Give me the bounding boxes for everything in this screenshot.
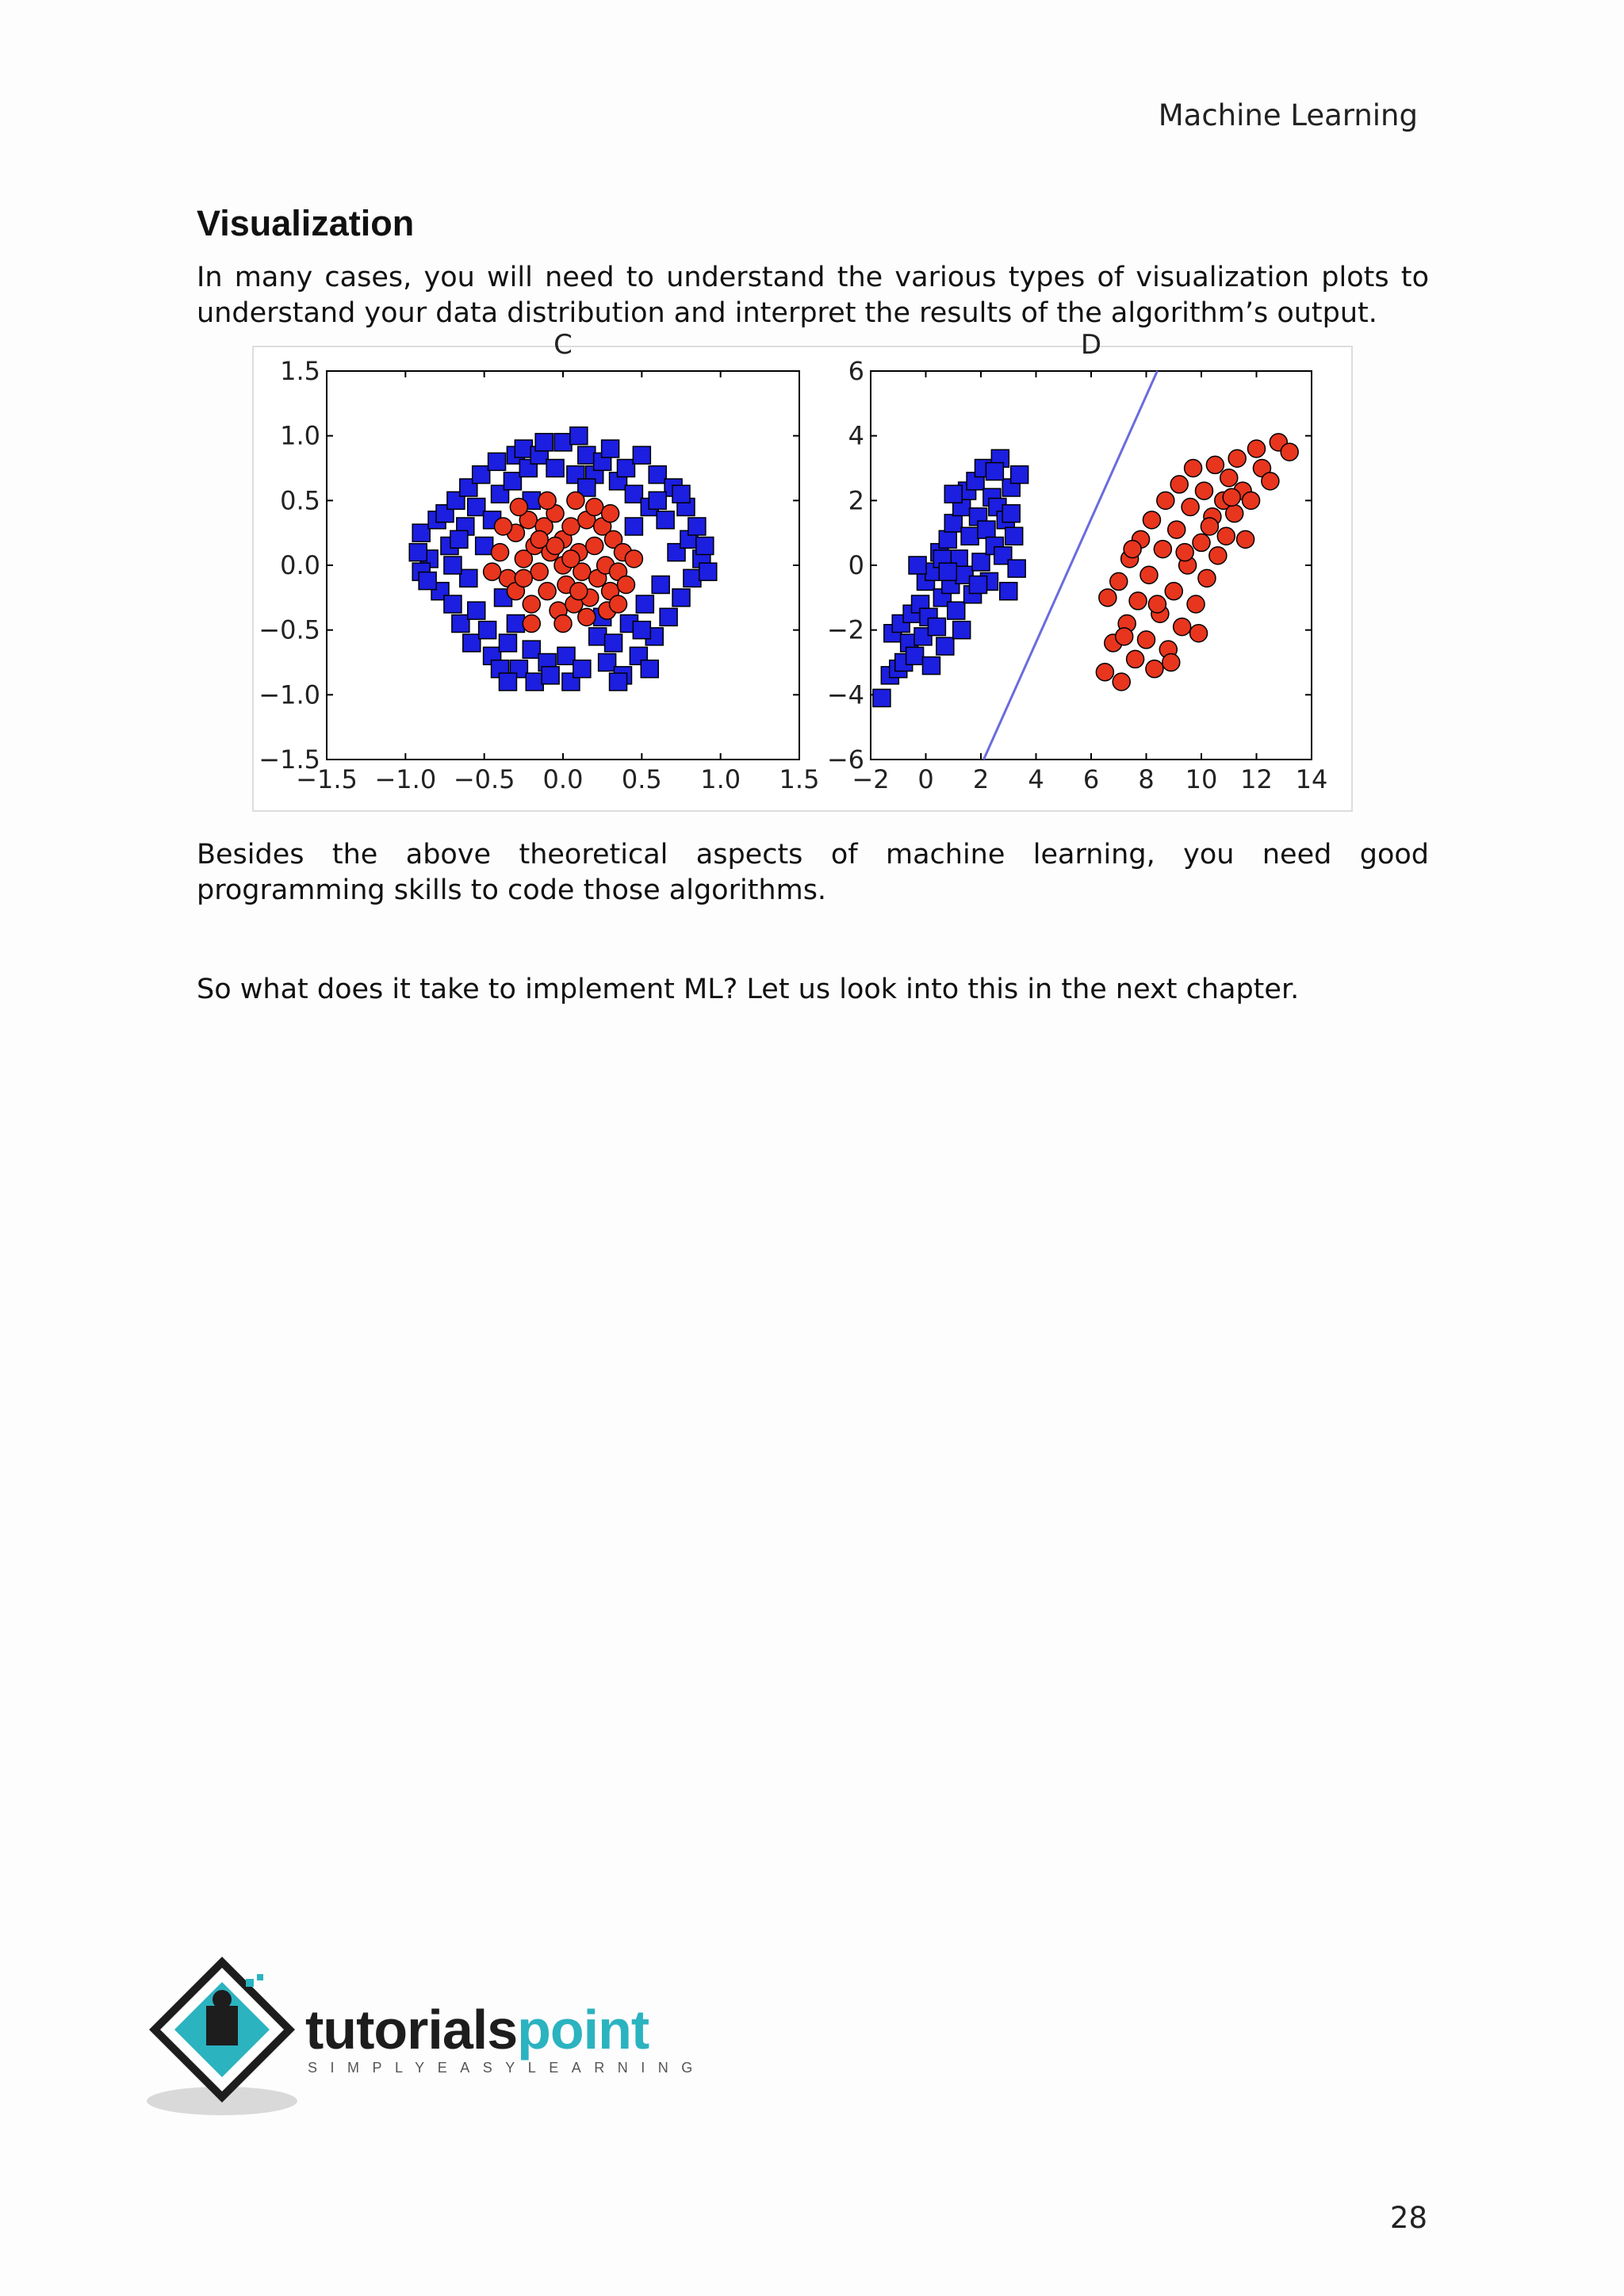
data-point-circle	[1195, 482, 1212, 499]
data-point-circle	[1176, 544, 1193, 561]
x-tick-label: 0	[917, 764, 934, 794]
y-tick-label: 0	[848, 550, 864, 580]
data-point-circle	[546, 538, 564, 555]
data-point-circle	[1281, 443, 1298, 461]
data-point-square	[488, 453, 506, 470]
data-point-circle	[1099, 589, 1116, 607]
data-point-circle	[530, 563, 548, 580]
x-tick-label: 2	[972, 764, 990, 794]
data-point-square	[452, 615, 469, 633]
data-point-square	[953, 622, 971, 639]
x-tick-label: −0.5	[453, 764, 515, 794]
x-tick-label: −1.0	[374, 764, 437, 794]
data-point-circle	[1140, 566, 1158, 584]
y-tick-label: −2	[826, 614, 864, 645]
data-point-circle	[610, 595, 627, 613]
data-point-square	[688, 518, 706, 535]
data-point-circle	[1243, 492, 1260, 509]
y-tick-label: 2	[848, 485, 864, 516]
data-point-square	[922, 657, 940, 675]
data-point-square	[542, 667, 559, 684]
panel-label-d: D	[1080, 329, 1102, 361]
data-point-square	[468, 499, 485, 516]
data-point-square	[504, 473, 521, 490]
data-point-square	[948, 602, 965, 619]
data-point-square	[599, 654, 616, 672]
data-point-circle	[1113, 673, 1130, 691]
data-point-square	[939, 563, 956, 580]
data-point-circle	[1174, 618, 1191, 636]
data-point-circle	[1223, 488, 1240, 506]
section-title: Visualization	[197, 203, 415, 243]
data-point-square	[978, 521, 995, 538]
data-point-circle	[1165, 583, 1182, 600]
data-point-circle	[523, 615, 540, 633]
data-point-square	[473, 466, 490, 484]
logo-word-point: point	[517, 1999, 649, 2061]
panel-label-c: C	[553, 329, 573, 361]
data-point-square	[499, 634, 516, 652]
data-point-square	[554, 434, 572, 451]
x-tick-label: −1.5	[296, 764, 358, 794]
data-point-circle	[1248, 440, 1266, 457]
page-number: 28	[1389, 2201, 1427, 2235]
data-point-square	[936, 637, 954, 655]
data-point-square	[589, 628, 607, 645]
data-point-circle	[1185, 460, 1202, 477]
data-point-circle	[1237, 530, 1254, 548]
data-point-square	[535, 434, 553, 451]
data-point-square	[684, 569, 701, 587]
data-point-circle	[570, 583, 588, 600]
x-tick-label: 0.5	[621, 764, 662, 794]
y-tick-label: 1.5	[280, 356, 320, 386]
data-point-square	[1008, 560, 1025, 577]
data-point-square	[546, 460, 564, 477]
data-point-circle	[554, 615, 572, 633]
paragraph-programming: Besides the above theoretical aspects of machine learning, you need good programming skills to code those algorithms.	[197, 839, 1429, 906]
data-point-square	[610, 673, 627, 691]
visualization-figure	[252, 329, 1353, 812]
y-tick-label: −0.5	[259, 614, 320, 645]
data-point-square	[672, 589, 690, 607]
data-point-square	[444, 557, 462, 574]
data-point-circle	[1201, 518, 1218, 535]
data-point-square	[625, 518, 642, 535]
data-point-square	[696, 538, 714, 555]
data-point-circle	[523, 595, 540, 613]
data-point-circle	[1228, 450, 1246, 467]
data-point-circle	[1129, 592, 1147, 610]
paragraph-intro: In many cases, you will need to understand the various types of visualization plots to understand your data distribution and interpret the results of the algorithm’s output.	[197, 262, 1429, 329]
data-point-circle	[586, 499, 603, 516]
data-point-square	[412, 524, 430, 541]
data-point-square	[660, 608, 677, 626]
logo-wordmark	[305, 1998, 649, 2061]
data-point-square	[970, 576, 987, 594]
data-point-square	[972, 553, 990, 571]
data-point-square	[1011, 466, 1028, 484]
data-point-square	[468, 602, 485, 619]
y-tick-label: −1.0	[259, 679, 320, 710]
data-point-square	[479, 622, 496, 639]
data-point-square	[657, 511, 674, 529]
data-point-circle	[538, 583, 556, 600]
data-point-square	[507, 615, 524, 633]
x-tick-label: 1.5	[779, 764, 820, 794]
data-point-square	[515, 440, 532, 457]
data-point-circle	[1127, 650, 1144, 668]
y-tick-label: 4	[848, 420, 864, 451]
data-point-circle	[1157, 492, 1174, 509]
data-point-square	[1002, 505, 1020, 522]
data-point-circle	[562, 518, 580, 535]
data-point-circle	[1193, 534, 1210, 551]
running-header: Machine Learning	[1158, 98, 1418, 132]
data-point-square	[602, 440, 619, 457]
data-point-circle	[1220, 469, 1238, 487]
x-tick-label: 1.0	[700, 764, 741, 794]
data-point-square	[460, 569, 477, 587]
data-point-square	[526, 673, 543, 691]
data-point-circle	[1146, 660, 1163, 678]
data-point-square	[906, 647, 924, 664]
data-point-circle	[1143, 511, 1160, 529]
data-point-circle	[1182, 499, 1199, 516]
data-point-square	[499, 673, 516, 691]
data-point-square	[649, 466, 666, 484]
data-point-circle	[515, 569, 532, 587]
y-tick-label: 1.0	[280, 420, 320, 451]
data-point-circle	[586, 538, 603, 555]
data-point-square	[939, 530, 956, 548]
data-point-square	[633, 446, 650, 464]
data-point-circle	[495, 518, 512, 535]
data-point-circle	[1116, 628, 1133, 645]
data-point-circle	[1110, 572, 1128, 590]
data-point-circle	[1206, 456, 1224, 473]
data-point-square	[1005, 527, 1023, 545]
data-point-circle	[510, 499, 527, 516]
data-point-square	[944, 515, 962, 532]
x-tick-label: 0.0	[542, 764, 584, 794]
data-point-circle	[617, 576, 634, 594]
data-point-circle	[1162, 654, 1180, 672]
data-point-circle	[530, 530, 548, 548]
data-point-square	[944, 485, 962, 503]
y-tick-label: 0.0	[280, 550, 320, 580]
x-tick-label: 14	[1295, 764, 1328, 794]
data-point-square	[570, 427, 588, 445]
data-point-circle	[1190, 625, 1208, 642]
data-point-square	[649, 492, 666, 509]
data-point-circle	[492, 544, 509, 561]
data-point-circle	[1262, 473, 1279, 490]
data-point-circle	[562, 550, 580, 568]
data-point-circle	[484, 563, 501, 580]
data-point-square	[557, 647, 575, 664]
data-point-square	[873, 689, 891, 706]
data-point-square	[450, 530, 468, 548]
data-point-square	[476, 538, 493, 555]
data-point-circle	[625, 550, 642, 568]
data-point-square	[652, 576, 669, 594]
data-point-square	[641, 660, 658, 678]
logo-diamond-icon	[143, 1950, 309, 2125]
data-point-circle	[1096, 664, 1113, 681]
data-point-circle	[1217, 527, 1235, 545]
x-tick-label: 8	[1138, 764, 1155, 794]
tutorialspoint-logo	[143, 1950, 706, 2125]
data-point-circle	[578, 608, 596, 626]
data-point-square	[909, 557, 926, 574]
data-point-square	[928, 618, 945, 636]
data-point-square	[636, 595, 653, 613]
data-point-circle	[1226, 505, 1243, 522]
y-tick-label: −4	[826, 679, 864, 710]
data-point-circle	[1124, 541, 1141, 558]
data-point-circle	[1209, 547, 1227, 564]
logo-word-tutorials: tutorials	[305, 1999, 518, 2061]
data-point-square	[1000, 583, 1017, 600]
data-point-square	[523, 641, 540, 658]
data-point-circle	[1198, 569, 1216, 587]
data-point-square	[617, 460, 634, 477]
x-tick-label: −2	[852, 764, 890, 794]
data-point-circle	[602, 505, 619, 522]
y-tick-label: −1.5	[259, 744, 320, 775]
y-tick-label: 0.5	[280, 485, 320, 516]
y-tick-label: −6	[826, 744, 864, 775]
x-tick-label: 12	[1240, 764, 1273, 794]
data-point-circle	[1170, 476, 1188, 493]
data-point-circle	[1138, 631, 1155, 649]
paragraph-next-chapter: So what does it take to implement ML? Let us look into this in the next chapter.	[197, 974, 1300, 1005]
data-point-circle	[1187, 595, 1205, 613]
x-tick-label: 4	[1028, 764, 1044, 794]
data-point-square	[672, 485, 690, 503]
data-point-square	[699, 563, 717, 580]
x-tick-label: 6	[1082, 764, 1100, 794]
data-point-square	[986, 463, 1003, 480]
data-point-circle	[538, 492, 556, 509]
data-point-square	[573, 660, 591, 678]
data-point-square	[444, 595, 462, 613]
data-point-circle	[1148, 595, 1166, 613]
data-point-square	[625, 485, 642, 503]
data-point-square	[419, 572, 436, 590]
data-point-circle	[1154, 541, 1171, 558]
data-point-square	[961, 527, 979, 545]
data-point-square	[463, 634, 481, 652]
data-point-square	[633, 622, 650, 639]
logo-tagline: SIMPLYEASYLEARNING	[308, 2060, 706, 2076]
data-point-square	[409, 544, 427, 561]
data-point-circle	[567, 492, 584, 509]
y-tick-label: 6	[848, 356, 864, 386]
data-point-square	[578, 446, 596, 464]
data-point-circle	[1168, 521, 1185, 538]
scatter-plots	[254, 329, 1351, 810]
data-point-square	[605, 634, 622, 652]
x-tick-label: 10	[1185, 764, 1218, 794]
